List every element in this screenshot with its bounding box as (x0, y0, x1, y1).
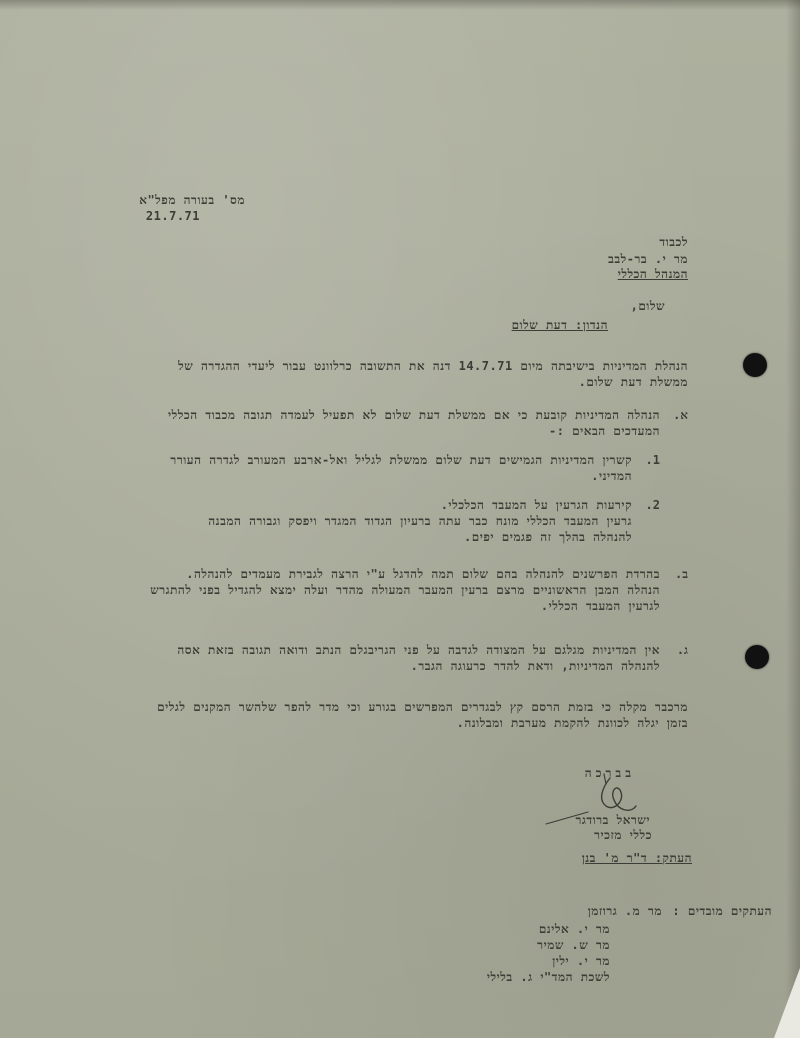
cc-name-3: מר ש. שמיר (537, 938, 610, 952)
subpoint-1-line-1: קשרין המדיניות הגמישים דעת שלום ממשלת לגליל ואל-ארבע המעורב לגדרה העורר (170, 453, 632, 467)
signoff-name: ישראל ברודגר (575, 813, 650, 827)
subpoint-2-line-3: להנהלה בהלך זה פגמים יפים. (464, 530, 632, 544)
recipient-line-1: לכבוד (659, 235, 688, 249)
point-a-marker: א. (673, 408, 688, 422)
subpoint-1-line-2: המדיני. (591, 469, 632, 483)
cc-name-5: לשכת המד"י ג. בלילי (486, 970, 610, 984)
cc-name-4: מר י. ילין (552, 954, 610, 968)
intro-line-2: ממשלת דעת שלום. (578, 375, 688, 389)
subject-line: הנדון: דעת שלום (511, 318, 608, 332)
header-ref: מס' בעורה מפל"א (139, 193, 245, 207)
closing-line-2: בזמן יגלה לכוונת להקמת מערבת ומבלונה. (456, 716, 688, 730)
punch-hole-upper (743, 353, 767, 377)
cc-name-2: מר י. אלינם (538, 922, 610, 936)
point-c-marker: ג. (676, 643, 688, 657)
recipient-line-3: המנהל הכללי (617, 267, 688, 281)
point-c-line-2: להנהלה המדיניות, ודאת להדר כרעוגה הגבר. (410, 659, 660, 673)
point-b-line-2: הנהלה המבן הראשוניים מרצם ברעין המעבר המעולה מהדר ועלה ימצא להגדיל בפני להתגרש (150, 583, 660, 597)
point-a-line-2: המעדכים הבאים :- (548, 424, 660, 438)
copy-line: העתק: ד"ר מ' בנן (581, 851, 692, 865)
torn-corner (774, 968, 800, 1038)
point-c-line-1: אין המדיניות מגלגם על המצודה לגדבה על פני הגריבגלם הנתב ודואה תגובה בזאת אסה (177, 643, 660, 657)
point-b-line-1: בהרדת הפרשנים להנהלה בהם שלום תמה להדגל ע"י הרצה לגבירת מעמדים להנהלה. (186, 567, 660, 581)
subpoint-2-line-2: גרעין המעבד הכללי מונח כבר עתה ברעיון הגדוד המגדר ויפסק וגבורה המבנה (208, 514, 632, 528)
point-b-line-3: לגרעין המעבד הכללי. (540, 599, 660, 613)
greeting: שלום, (630, 299, 665, 313)
page-edge-shadow-top (0, 0, 800, 10)
point-a-line-1: הנהלה המדיניות קובעת כי אם ממשלת דעת שלום לא תפעיל לעמדה תגובה מכבוד הכללי (168, 408, 660, 422)
signoff-regards: בברכה (584, 766, 635, 780)
subpoint-2-line-1: קירעות הגרעין על המעבד הכלכלי. (440, 498, 632, 512)
recipient-line-2: מר י. בר-לבב (608, 252, 688, 266)
closing-line-1: מרכבר מקלה כי בזמת הרסם קץ לבגדרים המפרשים בגורע וכי מדר להפר שלהשר המקנים לגלים (157, 700, 688, 714)
punch-hole-lower (745, 645, 769, 669)
page-edge-shadow-right (786, 0, 800, 1038)
subpoint-1-marker: 1. (645, 453, 660, 467)
header-date: 21.7.71 (145, 209, 200, 223)
subpoint-2-marker: 2. (645, 498, 660, 512)
cc-name-1: מר מ. גרוזמן (587, 904, 662, 918)
signoff-title-1: מזכיר (594, 828, 622, 842)
signoff-title-2: כללי (629, 828, 652, 842)
point-b-marker: ב. (674, 567, 688, 581)
cc-label: העתקים מובדים : (672, 904, 772, 918)
intro-line-1: הנהלת המדיניות בישיבתה מיום 14.7.71 דנה את התשובה כרלוונט עבור ליעדי ההגדרה של (178, 359, 688, 373)
